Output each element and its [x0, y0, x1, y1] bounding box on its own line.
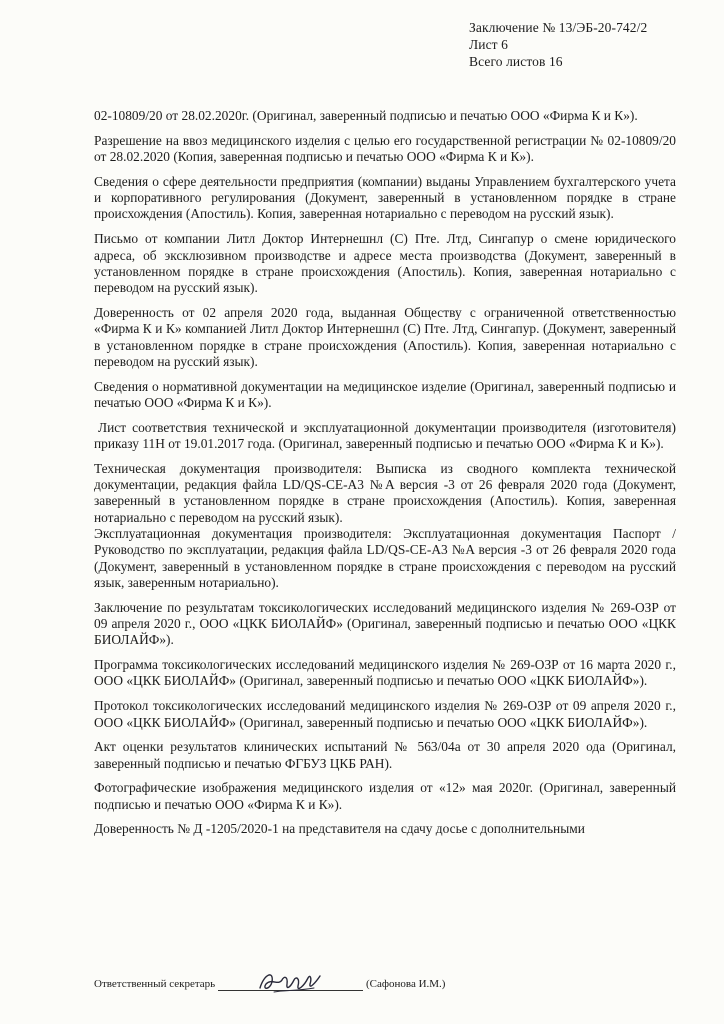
- paragraph: 02-10809/20 от 28.02.2020г. (Оригинал, заверенный подписью и печатью ООО «Фирма К и К»).: [94, 108, 638, 123]
- conclusion-number: Заключение № 13/ЭБ-20-742/2: [469, 20, 648, 35]
- paragraph: Протокол токсикологических исследований медицинского изделия № 269-ОЗР от 09 апреля 2020 г., ООО «ЦКК БИОЛАЙФ» (Оригинал, заверенный подписью и печатью ООО «ЦКК БИОЛАЙФ»).: [94, 698, 676, 730]
- total-sheets: Всего листов 16: [469, 54, 563, 69]
- signature-block: [94, 972, 494, 1002]
- paragraph: Заключение по результатам токсикологических исследований медицинского изделия № 269-ОЗР от 09 апреля 2020 г., ООО «ЦКК БИОЛАЙФ» (Оригинал, заверенный подписью и печатью ООО «ЦКК БИОЛАЙФ»).: [94, 599, 676, 648]
- paragraph: Сведения о нормативной документации на медицинское изделие (Оригинал, заверенный подписью и печатью ООО «Фирма К и К»).: [94, 378, 676, 410]
- paragraph: Сведения о сфере деятельности предприятия (компании) выданы Управлением бухгалтерского учета и корпоративного регулирования (Документ, заверенный в установленном порядке в стране происхождения (Апостиль). Копия, заверенная нотариально с переводом на русский язык).: [94, 173, 676, 222]
- document-header: [469, 19, 647, 70]
- paragraph: Фотографические изображения медицинского изделия от «12» мая 2020г. (Оригинал, заверенный подписью и печатью ООО «Фирма К и К»).: [94, 780, 676, 812]
- paragraph: Доверенность № Д -1205/2020-1 на представителя на сдачу досье с дополнительными: [94, 821, 585, 837]
- paragraph: Лист соответствия технической и эксплуатационной документации производителя (изготовителя) приказу 11Н от 19.01.2017 года. (Оригинал, заверенный подписью и печатью ООО «Фирма К и К»).: [94, 419, 676, 452]
- paragraph: Доверенность от 02 апреля 2020 года, выданная Обществу с ограниченной ответственностью «Фирма К и К» компанией Литл Доктор Интернешнл (С) Пте. Лтд, Сингапур. (Документ, заверенный в установленном порядке в стране происхождения (Апостиль). Копия, заверенная нотариально с переводом на русский язык).: [94, 304, 676, 369]
- paragraph: Разрешение на ввоз медицинского изделия с целью его государственной регистрации № 02-10809/20 от 28.02.2020 (Копия, заверенная подписью и печатью ООО «Фирма К и К»).: [94, 132, 676, 165]
- paragraph: Программа токсикологических исследований медицинского изделия № 269-ОЗР от 16 марта 2020 г., ООО «ЦКК БИОЛАЙФ» (Оригинал, заверенный подписью и печатью ООО «ЦКК БИОЛАЙФ»).: [94, 657, 676, 689]
- paragraph: Акт оценки результатов клинических испытаний № 563/04а от 30 апреля 2020 ода (Оригинал, заверенный подписью и печатью ФГБУЗ ЦКБ РАН).: [94, 739, 676, 771]
- paragraph: Письмо от компании Литл Доктор Интернешнл (С) Пте. Лтд, Сингапур о смене юридического адреса, об эксклюзивном производстве и адресе места производства (Документ, заверенный в установленном порядке в стране происхождения (Апостиль). Копия, заверенная нотариально с переводом на русский язык).: [94, 231, 676, 296]
- handwritten-signature-icon: [254, 964, 324, 998]
- secretary-label: Ответственный секретарь: [94, 978, 216, 990]
- secretary-name: (Сафонова И.М.): [366, 978, 446, 990]
- paragraph: Техническая документация производителя: Выписка из сводного комплекта технической документации, редакция файла LD/QS-CE-A3 №A версия -3 от 26 февраля 2020 года (Документ, заверенный в установленном порядке в стране происхождения (Апостиль). Копия, заверенная нотариально с переводом на русский язык).: [94, 460, 676, 525]
- sheet-number: Лист 6: [469, 37, 508, 52]
- paragraph: Эксплуатационная документация производителя: Эксплуатационная документация Паспорт / Руководство по эксплуатации, редакция файла LD/QS-CE-A3 №A версия -3 от 26 февраля 2020 года (Документ, заверенный в установленном порядке в стране происхождения с переводом на русский язык, заверенным нотариально).: [94, 526, 676, 590]
- document-body: [94, 108, 676, 846]
